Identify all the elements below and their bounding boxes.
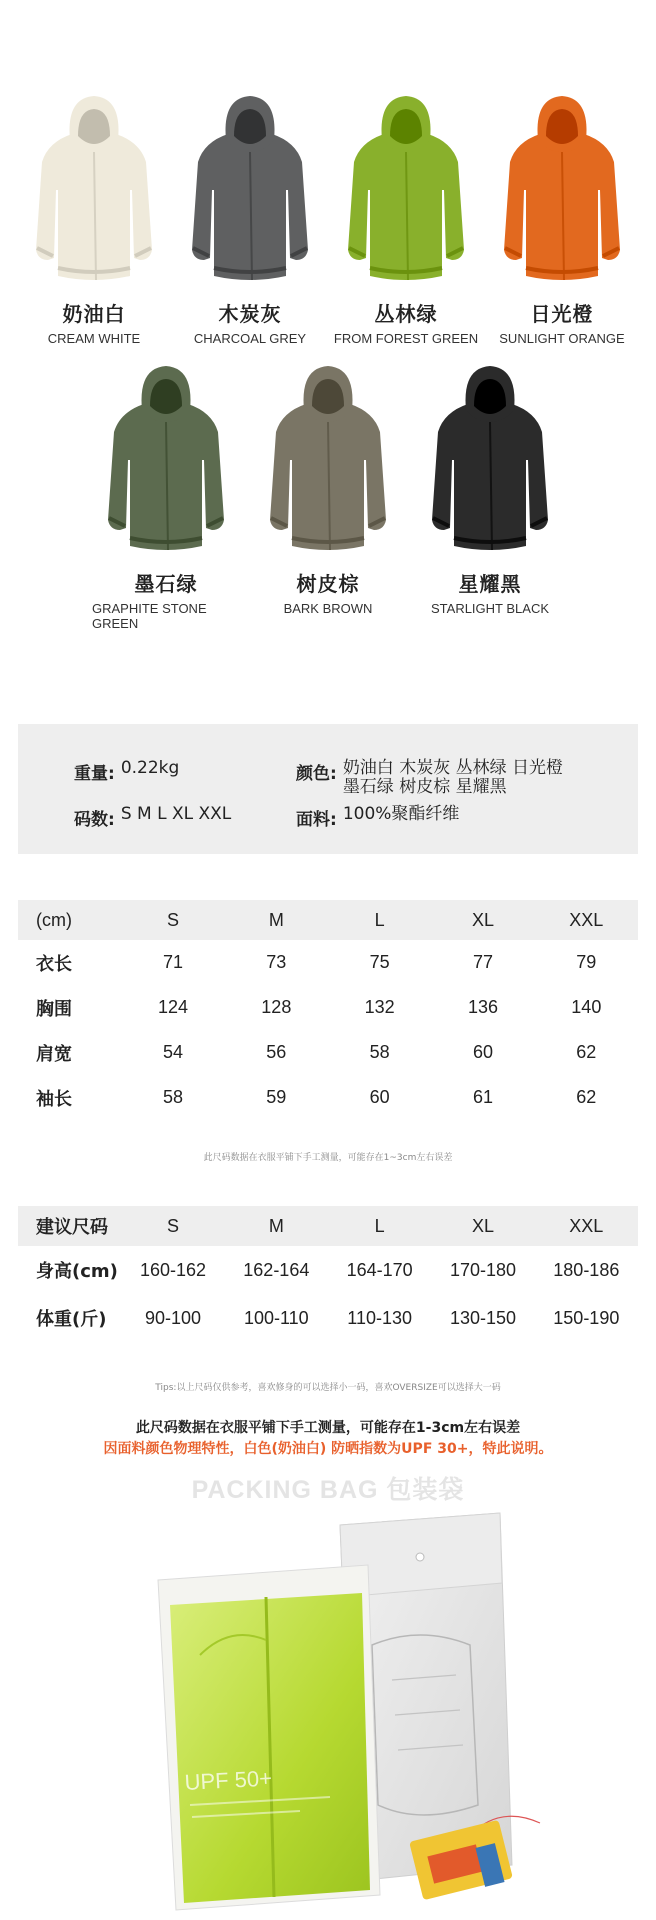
header-cell: M (225, 1206, 328, 1246)
table-cell: 90-100 (144, 1307, 202, 1328)
table-cell: 170-180 (449, 1259, 516, 1280)
table-row (18, 940, 638, 985)
table-cell: 54 (162, 1042, 183, 1062)
row-label: 肩宽 (36, 1043, 72, 1065)
table-cell: 62 (576, 1087, 597, 1107)
table-row (18, 1030, 638, 1075)
pouch-upf-label: UPF 50+ (183, 1765, 273, 1795)
jacket-image (344, 90, 468, 290)
size-chart-header (18, 900, 638, 940)
color-name-zh: 星耀黑 (458, 572, 522, 596)
header-cell: S (121, 900, 224, 940)
weight-value: 0.22kg (120, 758, 180, 778)
color-name-zh: 树皮棕 (296, 572, 360, 596)
row-label: 衣长 (36, 953, 72, 975)
table-cell: 56 (266, 1042, 287, 1062)
color-card-bark-brown (254, 360, 402, 631)
jacket-image (428, 360, 552, 560)
table-cell: 180-186 (553, 1259, 620, 1280)
table-cell: 58 (162, 1087, 183, 1107)
table-row (18, 985, 638, 1030)
row-label: 胸围 (36, 998, 72, 1020)
table-cell: 162-164 (243, 1259, 310, 1280)
header-cell: XL (431, 900, 534, 940)
header-cell: 建议尺码 (18, 1206, 121, 1246)
color-name-en: BARK BROWN (283, 601, 373, 616)
color-card-sunlight-orange (488, 90, 636, 346)
sizes-label: 码数: (74, 810, 115, 830)
color-label: 颜色: (296, 764, 337, 784)
recommend-header (18, 1206, 638, 1246)
table-cell: 62 (576, 1042, 597, 1062)
color-name-zh: 日光橙 (530, 302, 594, 326)
measurement-note: 此尺码数据在衣服平铺下手工测量，可能存在1~3cm左右误差 (203, 1153, 453, 1163)
recommended-size-table (18, 1206, 638, 1342)
row-label: 袖长 (36, 1088, 72, 1110)
color-name-zh: 奶油白 (62, 302, 126, 326)
row-label: 体重(斤) (36, 1309, 107, 1330)
header-cell: XXL (535, 900, 638, 940)
table-cell: 136 (467, 997, 498, 1017)
table-cell: 71 (162, 952, 183, 972)
table-cell: 75 (369, 952, 390, 972)
table-row (18, 1075, 638, 1120)
header-cell: S (121, 1206, 224, 1246)
weight-label: 重量: (74, 764, 115, 784)
weight-info (74, 759, 179, 784)
jacket-image (500, 90, 624, 290)
upf-notice: 因面料颜色物理特性，白色(奶油白) 防晒指数为UPF 30+，特此说明。 (103, 1441, 553, 1457)
table-cell: 130-150 (449, 1307, 516, 1328)
color-row-1 (0, 90, 656, 346)
tips-note: Tips:以上尺码仅供参考，喜欢修身的可以选择小一码，喜欢OVERSIZE可以选择大一码 (155, 1383, 501, 1393)
table-cell: 59 (266, 1087, 287, 1107)
jacket-image (266, 360, 390, 560)
color-row-2 (0, 360, 656, 631)
fabric-value: 100%聚酯纤维 (342, 804, 460, 824)
table-cell: 77 (472, 952, 493, 972)
jacket-image (32, 90, 156, 290)
color-card-charcoal-grey (176, 90, 324, 346)
color-card-starlight-black (416, 360, 564, 631)
table-cell: 110-130 (347, 1307, 413, 1328)
color-value-line-2: 墨石绿 树皮棕 星耀黑 (342, 777, 507, 797)
table-cell: 164-170 (346, 1259, 413, 1280)
jacket-image (188, 90, 312, 290)
header-cell: (cm) (18, 900, 121, 940)
color-name-en: CREAM WHITE (47, 331, 141, 346)
table-cell: 60 (369, 1087, 390, 1107)
table-cell: 73 (266, 952, 287, 972)
table-cell: 58 (369, 1042, 390, 1062)
fabric-info (296, 805, 459, 830)
color-name-zh: 墨石绿 (134, 572, 198, 596)
table-row (18, 1246, 638, 1294)
sizes-info (74, 805, 231, 830)
row-label: 身高(cm) (36, 1261, 118, 1282)
fabric-label: 面料: (296, 810, 337, 830)
color-name-en: STARLIGHT BLACK (431, 601, 549, 616)
table-cell: 61 (472, 1087, 493, 1107)
color-card-cream-white (20, 90, 168, 346)
table-cell: 79 (576, 952, 597, 972)
table-cell: 60 (472, 1042, 493, 1062)
color-info (296, 759, 616, 797)
color-name-en: GRAPHITE STONE GREEN (92, 601, 207, 631)
header-cell: XL (431, 1206, 534, 1246)
color-name-zh: 丛林绿 (374, 302, 438, 326)
table-row (18, 1294, 638, 1342)
color-name-en: CHARCOAL GREY (193, 331, 307, 346)
header-cell: L (328, 1206, 431, 1246)
jacket-image (104, 360, 228, 560)
table-cell: 124 (157, 997, 189, 1017)
table-cell: 132 (364, 997, 395, 1017)
packing-bag-image (0, 1505, 656, 1920)
product-info-panel (18, 724, 638, 854)
color-card-graphite-stone-green (92, 360, 240, 631)
sizes-value: S M L XL XXL (120, 804, 232, 824)
measurement-notice: 此尺码数据在衣服平铺下手工测量，可能存在1-3cm左右误差 (135, 1420, 521, 1436)
color-value-line-1: 奶油白 木炭灰 丛林绿 日光橙 (342, 758, 564, 778)
color-card-forest-green (332, 90, 480, 346)
color-name-zh: 木炭灰 (218, 302, 282, 326)
color-name-en: SUNLIGHT ORANGE (499, 331, 625, 346)
table-cell: 140 (571, 997, 602, 1017)
green-packing-pouch (158, 1565, 380, 1910)
header-cell: XXL (535, 1206, 638, 1246)
color-value (343, 759, 563, 797)
table-cell: 100-110 (243, 1307, 309, 1328)
table-cell: 160-162 (139, 1259, 207, 1280)
size-chart-table (18, 900, 638, 1120)
header-cell: L (328, 900, 431, 940)
color-name-en: FROM FOREST GREEN (333, 331, 479, 346)
header-cell: M (225, 900, 328, 940)
packing-bag-title: PACKING BAG 包装袋 (191, 1476, 465, 1504)
table-cell: 128 (261, 997, 292, 1017)
table-cell: 150-190 (553, 1307, 620, 1328)
